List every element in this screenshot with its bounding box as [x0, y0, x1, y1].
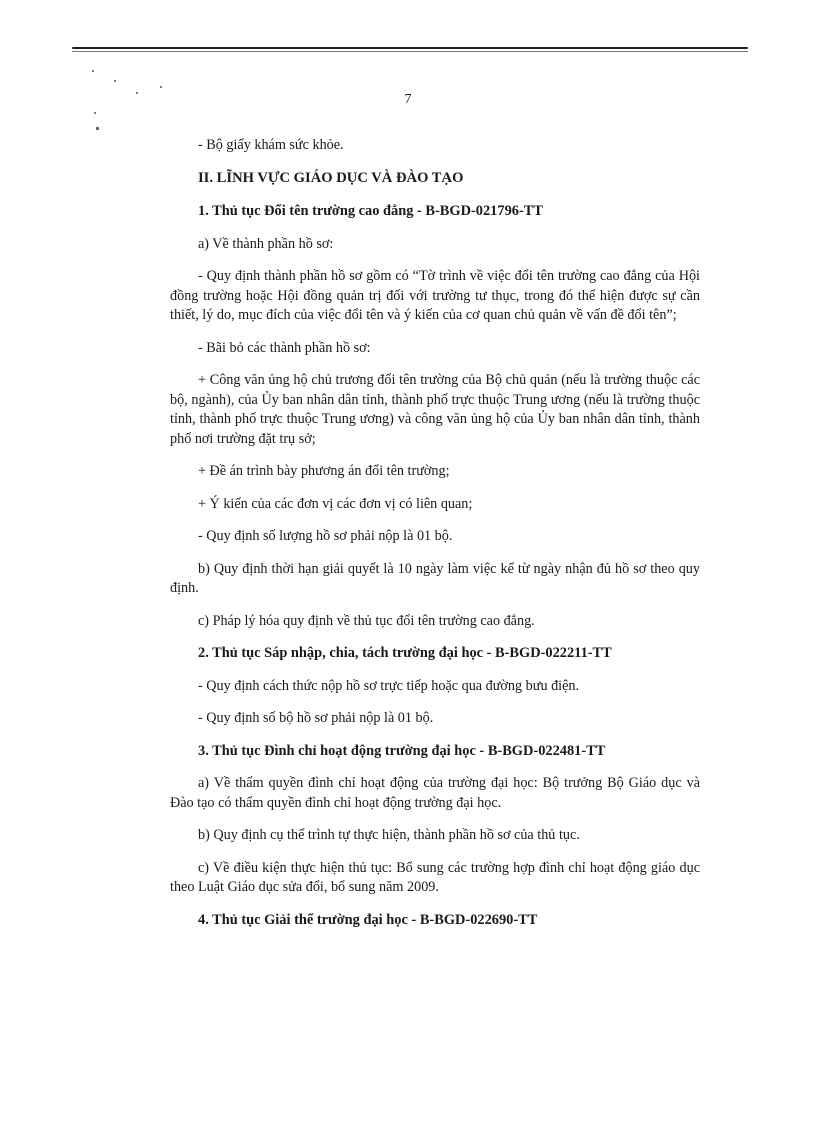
scan-speck: [96, 127, 99, 130]
paragraph: - Quy định số lượng hồ sơ phải nộp là 01 bộ.: [198, 528, 453, 544]
header-rule-thin: [72, 51, 748, 52]
paragraph: - Quy định cách thức nộp hồ sơ trực tiếp hoặc qua đường bưu điện.: [198, 677, 580, 694]
scan-speck: [160, 86, 162, 88]
procedure-heading: 4. Thủ tục Giải thể trường đại học - B-BGD-022690-TT: [198, 911, 538, 928]
paragraph: a) Về thành phần hồ sơ:: [198, 235, 334, 252]
paragraph: + Ý kiến của các đơn vị các đơn vị có liên quan;: [198, 495, 473, 512]
paragraph: - Quy định số bộ hồ sơ phải nộp là 01 bộ.: [198, 710, 434, 726]
scan-speck: [94, 112, 96, 114]
page-number: 7: [404, 92, 412, 107]
header-rule: [72, 47, 748, 49]
paragraph: + Đề án trình bày phương án đổi tên trường;: [198, 463, 450, 479]
paragraph: b) Quy định cụ thể trình tự thực hiện, thành phần hồ sơ của thủ tục.: [198, 827, 580, 843]
procedure-heading: 2. Thủ tục Sáp nhập, chia, tách trường đại học - B-BGD-022211-TT: [198, 645, 612, 661]
procedure-heading: 3. Thủ tục Đình chỉ hoạt động trường đại học - B-BGD-022481-TT: [198, 742, 606, 759]
document-body: [170, 136, 700, 943]
scan-speck: [92, 70, 94, 72]
paragraph: c) Pháp lý hóa quy định về thủ tục đổi tên trường cao đẳng.: [198, 612, 535, 629]
paragraph: - Bãi bỏ các thành phần hồ sơ:: [198, 339, 371, 356]
paragraph: c) Về điều kiện thực hiện thủ tục: Bổ sung các trường hợp đình chỉ hoạt động giáo dục theo Luật Giáo dục sửa đổi, bổ sung năm 2009.: [170, 859, 700, 895]
section-heading: II. LĨNH VỰC GIÁO DỤC VÀ ĐÀO TẠO: [198, 169, 464, 186]
paragraph: b) Quy định thời hạn giải quyết là 10 ngày làm việc kể từ ngày nhận đủ hồ sơ theo quy định.: [170, 560, 700, 596]
paragraph: - Bộ giấy khám sức khỏe.: [198, 137, 344, 153]
paragraph: a) Về thẩm quyền đình chỉ hoạt động của trường đại học: Bộ trưởng Bộ Giáo dục và Đào tạo có thẩm quyền đình chỉ hoạt động trường đại học.: [170, 775, 700, 811]
procedure-heading: 1. Thủ tục Đổi tên trường cao đẳng - B-BGD-021796-TT: [198, 203, 543, 219]
paragraph: + Công văn ủng hộ chủ trương đổi tên trường của Bộ chủ quản (nếu là trường thuộc các bộ, ngành), của Ủy ban nhân dân tỉnh, thành phố trực thuộc Trung ương (nếu là trường thuộc tỉnh, thành phố trực thuộc Trung ương) và công văn ủng hộ của Ủy ban nhân dân tỉnh, thành phố nơi trường đặt trụ sở;: [170, 372, 700, 447]
paragraph: - Quy định thành phần hồ sơ gồm có “Tờ trình về việc đổi tên trường cao đẳng của Hội đồng trường hoặc Hội đồng quản trị đối với trường tư thục, trong đó thể hiện được sự cần thiết, lý do, mục đích của việc đổi tên và ý kiến của cơ quan chủ quản về vấn đề đổi tên”;: [170, 268, 700, 323]
scan-speck: [114, 80, 116, 82]
